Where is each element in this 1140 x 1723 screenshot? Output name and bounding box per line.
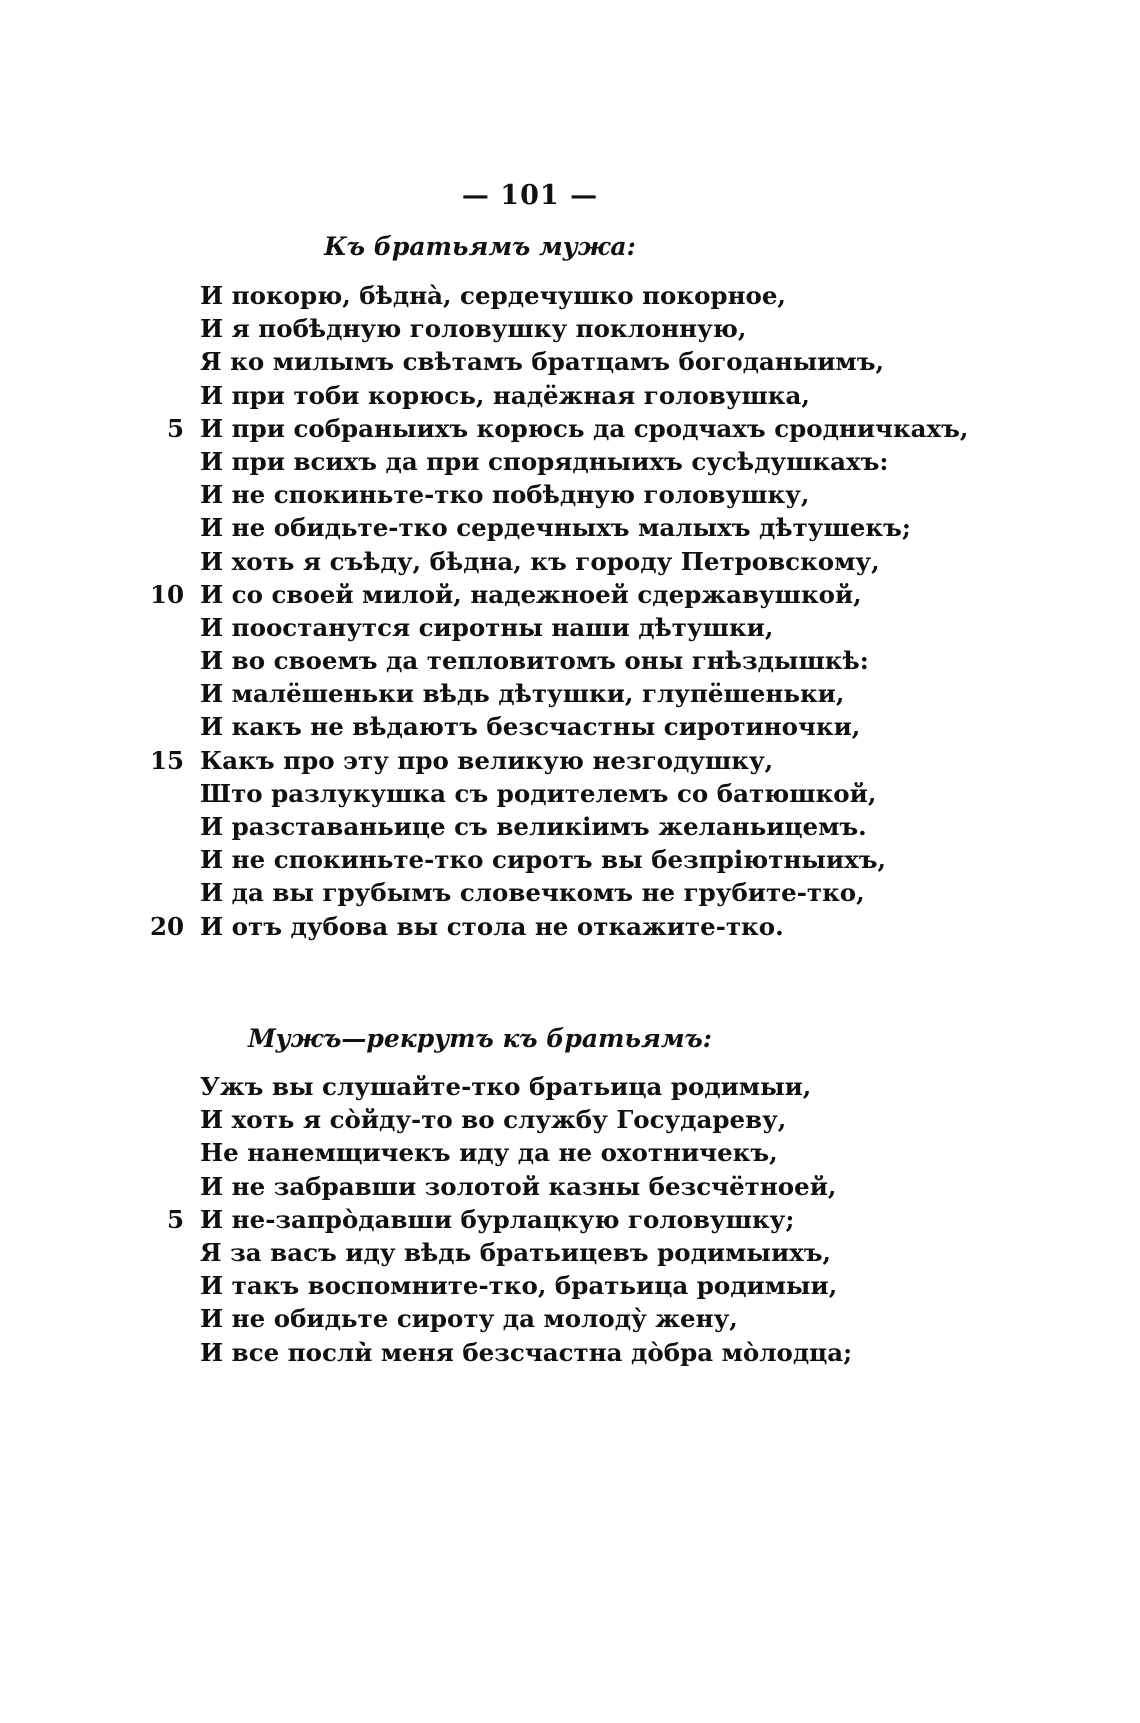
poem-line: [150, 279, 910, 312]
poem-2: [150, 1070, 910, 1369]
line-text: Я за васъ иду вѣдь братьицевъ родимыихъ,: [200, 1237, 832, 1267]
line-text: И не спокиньте-тко побѣдную головушку,: [200, 480, 810, 510]
line-text: И все посли̇̀ меня безсчастна до̀бра мо̀лодца;: [200, 1337, 853, 1367]
poem-line: [150, 445, 910, 478]
poem-line: [150, 611, 910, 644]
poem-line: [150, 1070, 910, 1103]
line-text: И такъ воспомните-тко, братьица родимыи,: [200, 1271, 838, 1301]
line-number: 5: [166, 413, 184, 443]
line-number: 5: [166, 1204, 184, 1234]
line-text: И покорю, бѣдна̀, сердечушко покорное,: [200, 281, 786, 310]
poem-line: [150, 644, 910, 677]
poem-line: [150, 744, 910, 777]
line-text: И не спокиньте-тко сиротъ вы безпріютныихъ,: [200, 845, 887, 875]
poem-line: [150, 1136, 910, 1169]
poem-line: [150, 777, 910, 810]
poem-line: [150, 710, 910, 743]
poem-line: [150, 379, 910, 412]
poem-1: [150, 279, 969, 943]
poem-line: [150, 876, 910, 909]
page-number: — 101 —: [461, 180, 599, 211]
line-text: И какъ не вѣдаютъ безсчастны сиротиночки,: [200, 712, 861, 742]
line-text: И при всихъ да при спорядныихъ сусѣдушкахъ:: [200, 446, 889, 476]
poem-line: [150, 677, 910, 710]
poem-line: [150, 412, 969, 445]
poem-line: [150, 1269, 910, 1302]
line-text: И малёшеньки вѣдь дѣтушки, глупёшеньки,: [200, 679, 845, 709]
poem-line: [150, 545, 910, 578]
poem-line: [150, 843, 910, 876]
poem-line: [150, 1203, 910, 1236]
section-title-2: Мужъ—рекрутъ къ братьямъ:: [247, 1024, 713, 1053]
poem-line: [150, 345, 910, 378]
line-text: Не нанемщичекъ иду да не охотничекъ,: [200, 1138, 778, 1168]
line-text: Ужъ вы слушайте-тко братьица родимыи,: [200, 1072, 812, 1101]
poem-line: [150, 578, 910, 611]
line-text: И не забравши золотой казны безсчётноей,: [200, 1171, 837, 1201]
poem-line: [150, 1302, 910, 1335]
line-text: И не-запро̀давши бурлацкую головушку;: [200, 1204, 795, 1234]
poem-line: [150, 1103, 910, 1136]
line-text: Што разлукушка съ родителемъ со батюшкой,: [200, 778, 877, 808]
poem-line: [150, 312, 910, 345]
poem-line: [150, 910, 910, 943]
line-text: И не обидьте сироту да молоду̀ жену,: [200, 1304, 738, 1334]
line-text: И разставаньице съ великіимъ желаньицемъ.: [200, 812, 867, 841]
poem-line: [150, 1336, 910, 1369]
line-text: И не обидьте-тко сердечныхъ малыхъ дѣтушекъ;: [200, 513, 911, 543]
poem-line: [150, 1236, 910, 1269]
line-text: И отъ дубова вы стола не откажите-тко.: [200, 911, 784, 941]
line-text: И со своей милой, надежноей сдержавушкой,: [200, 579, 862, 609]
line-text: И хоть я съѣду, бѣдна, къ городу Петровскому,: [200, 546, 880, 576]
line-number: 10: [150, 579, 185, 609]
line-text: И во своемъ да тепловитомъ оны гнѣздышкѣ:: [200, 646, 869, 676]
line-text: И при собраныихъ корюсь да сродчахъ сродничкахъ,: [200, 413, 969, 443]
line-number: 20: [150, 911, 185, 941]
poem-line: [150, 511, 910, 544]
poem-line: [150, 810, 910, 843]
line-text: Какъ про эту про великую незгодушку,: [200, 745, 774, 775]
poem-line: [150, 478, 910, 511]
line-text: И да вы грубымъ словечкомъ не грубите-тко,: [200, 878, 865, 908]
line-text: И хоть я со̀йду-то во службу Государеву,: [200, 1105, 787, 1135]
line-text: И при тоби корюсь, надёжная головушка,: [200, 380, 810, 410]
line-text: И я побѣдную головушку поклонную,: [200, 314, 747, 344]
section-title-1: Къ братьямъ мужа:: [324, 232, 636, 261]
line-number: 15: [150, 745, 185, 775]
line-text: И поостанутся сиротны наши дѣтушки,: [200, 612, 774, 642]
poem-line: [150, 1170, 910, 1203]
line-text: Я ко милымъ свѣтамъ братцамъ богоданыимъ,: [200, 347, 885, 377]
